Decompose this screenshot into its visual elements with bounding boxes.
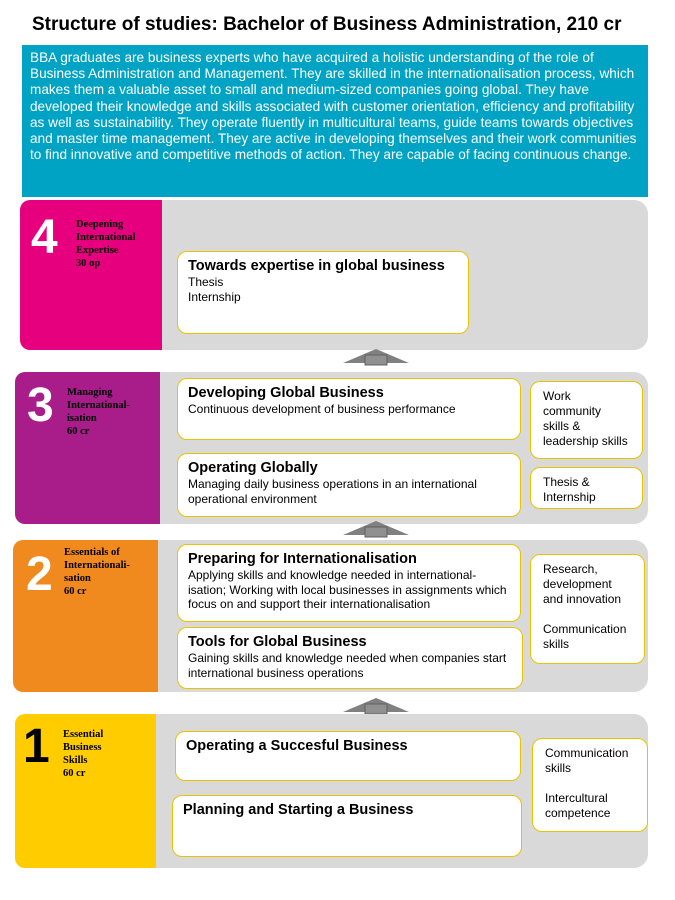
level-3-title: Managing International- isation 60 cr [67,387,130,437]
side-thesis-internship: Thesis & Internship [530,467,643,509]
level-1-title: Essential Business Skills 60 cr [63,729,104,779]
module-preparing-internationalisation: Preparing for Internationalisation Applying skills and knowledge needed in international-isation; Working with local businesses in assignments which focus on and support their internationalisation [177,544,521,622]
progress-arrow-2-3 [343,521,409,539]
page-title: Structure of studies: Bachelor of Business Administration, 210 cr [32,14,622,35]
progress-arrow-3-4 [343,349,409,367]
intro-description: BBA graduates are business experts who have acquired a holistic understanding of the role of Business Administration and Management. They are skilled in the internationalisation process, which makes them a valuable asset to small and medium-sized companies going global. They have developed their knowledge and skills associated with customer orientation, efficiency and profitability as well as sustainability. They operate fluently in multicultural teams, guide teams towards objectives and master time management. They are active in developing themselves and their work communities to find innovative and competitive methods of action. They are capable of facing continuous change. [22,45,648,197]
level-2-number: 2 [26,548,53,601]
side-work-community-skills: Work community skills & leadership skills [530,381,643,459]
module-planning-starting-business: Planning and Starting a Business [172,795,522,857]
module-operating-succesful-business: Operating a Succesful Business [175,731,521,781]
module-tools-global-business: Tools for Global Business Gaining skills and knowledge needed when companies start international business operations [177,627,523,689]
level-3-number: 3 [27,379,54,432]
side-research-communication: Research, development and innovation Communication skills [530,554,645,664]
level-2-title: Essentials of Internationali- sation 60 cr [64,547,130,597]
module-operating-globally: Operating Globally Managing daily business operations in an international operational environment [177,453,521,517]
side-communication-intercultural: Communication skills Intercultural competence [532,738,648,832]
module-developing-global-business: Developing Global Business Continuous development of business performance [177,378,521,440]
level-4-title: Deepening International Expertise 30 op [76,219,136,269]
module-towards-expertise: Towards expertise in global business Thesis Internship [177,251,469,334]
level-4-number: 4 [31,211,58,264]
level-1-number: 1 [23,720,50,773]
